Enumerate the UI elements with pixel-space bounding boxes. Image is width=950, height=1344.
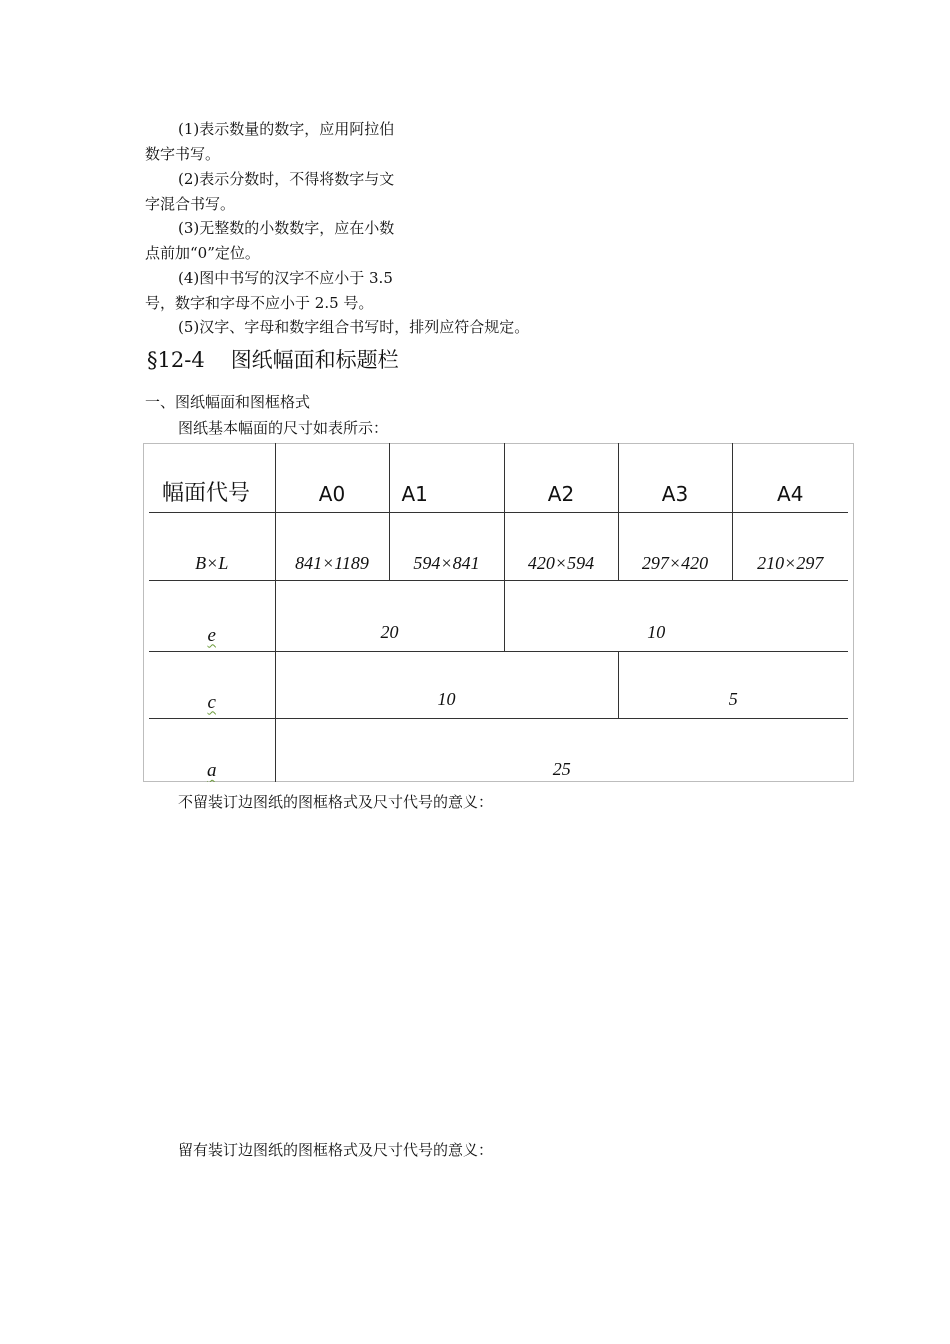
caption-binding: 留有装订边图纸的图框格式及尺寸代号的意义： (178, 1141, 494, 1159)
size-a4: A4 (732, 443, 848, 512)
paper-size-table (149, 443, 848, 782)
bxl-a2: 420×594 (504, 512, 618, 580)
bxl-a4: 210×297 (732, 512, 848, 580)
a-label (149, 718, 275, 782)
e-label (149, 580, 275, 651)
e-label-text: e (207, 624, 216, 646)
rule-4-line-2: 号，数字和字母不应小于 2.5 号。 (145, 294, 374, 312)
rule-5-line-1: (5)汉字、字母和数字组合书写时，排列应符合规定。 (178, 318, 530, 336)
table-row-a (149, 718, 848, 782)
rule-3-line-2: 点前加“0”定位。 (145, 244, 260, 262)
caption-no-binding: 不留装订边图纸的图框格式及尺寸代号的意义： (178, 793, 494, 811)
rule-2-line-1: (2)表示分数时，不得将数字与文 (178, 170, 395, 188)
rule-2-line-2: 字混合书写。 (145, 195, 236, 213)
size-a3: A3 (618, 443, 732, 512)
rule-4-line-1: (4)图中书写的汉字不应小于 3.5 (178, 269, 393, 287)
size-a1: A1 (389, 443, 504, 512)
table-intro: 图纸基本幅面的尺寸如表所示： (178, 419, 389, 437)
table-row-e (149, 580, 848, 651)
section-number: §12-4 (147, 348, 205, 372)
subsection-heading: 一、图纸幅面和图框格式 (145, 393, 311, 411)
size-a0: A0 (275, 443, 389, 512)
c-label (149, 651, 275, 718)
bxl-a3: 297×420 (618, 512, 732, 580)
rule-1-line-1: (1)表示数量的数字，应用阿拉伯 (178, 120, 395, 138)
e-value-a2-a4: 10 (504, 580, 848, 651)
bxl-a0: 841×1189 (275, 512, 389, 580)
rule-1-line-2: 数字书写。 (145, 145, 221, 163)
c-label-text: c (207, 691, 216, 713)
a-label-text: a (207, 760, 217, 781)
table-row-size (149, 443, 848, 512)
c-value-a0-a2: 10 (275, 651, 618, 718)
table-row-bxl (149, 512, 848, 580)
c-value-a3-a4: 5 (618, 651, 848, 718)
size-code-label: 幅面代号 (149, 443, 275, 512)
section-heading (147, 346, 399, 374)
rule-3-line-1: (3)无整数的小数数字，应在小数 (178, 219, 395, 237)
size-a2: A2 (504, 443, 618, 512)
table-row-c (149, 651, 848, 718)
bxl-a1: 594×841 (389, 512, 504, 580)
section-title: 图纸幅面和标题栏 (230, 348, 399, 372)
e-value-a0-a1: 20 (275, 580, 504, 651)
a-value: 25 (275, 718, 848, 782)
bxl-label: B×L (149, 512, 275, 580)
